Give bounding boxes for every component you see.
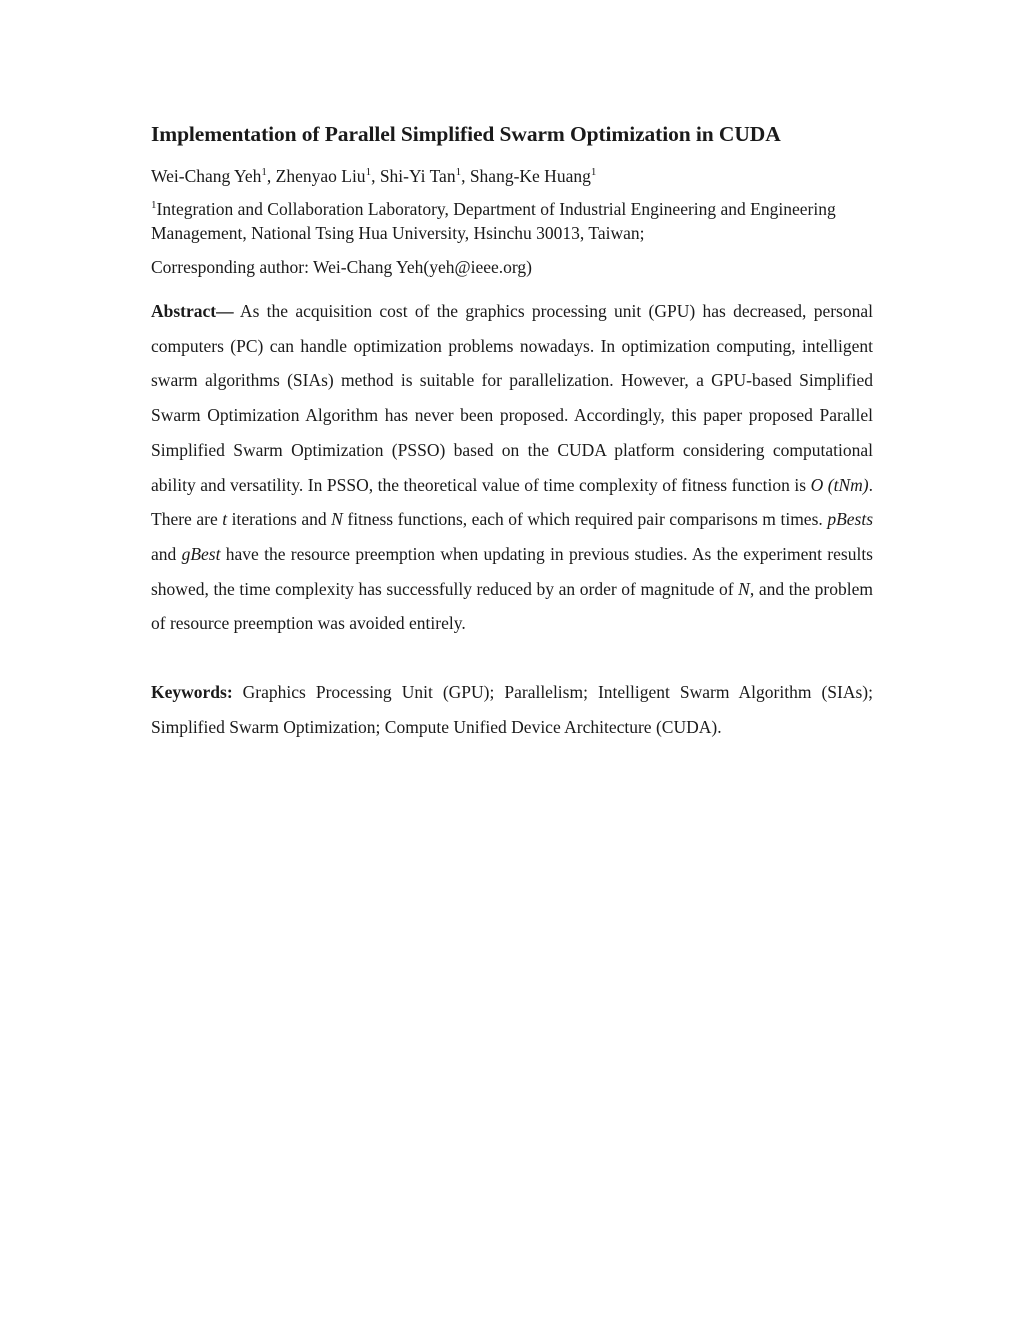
affiliation-mark: 1 — [590, 166, 597, 179]
complexity-formula: O (tNm) — [810, 474, 869, 495]
term-gbest: gBest — [181, 543, 221, 564]
author-separator: , — [371, 166, 380, 186]
author-name: Shang-Ke Huang — [469, 166, 591, 186]
abstract-text: As the acquisition cost of the graphics processing unit (GPU) has decreased, personal computers (PC) can handle optimization problems nowadays. In optimization computing, intelligent swarm algorithms (SIAs) method is suitable for parallelization. However, a GPU-based Simplified Swarm Optimization Algorithm has never been proposed. Accordingly, this paper proposed Parallel Simplified Swarm Optimization (PSSO) based on the CUDA platform considering computational ability and versatility. In PSSO, the theoretical value of time complexity of fitness function is — [151, 301, 873, 495]
variable-t: t — [222, 509, 228, 530]
keywords-label: Keywords: — [151, 682, 233, 703]
author-name: Zhenyao Liu — [275, 166, 366, 186]
abstract-text: and — [151, 543, 182, 564]
paper-page — [151, 118, 873, 744]
corresponding-author: Corresponding author: Wei-Chang Yeh(yeh@ieee.org) — [151, 257, 533, 277]
abstract-label: Abstract— — [151, 301, 234, 321]
affiliation-mark: 1 — [261, 166, 267, 179]
term-pbests: pBests — [827, 509, 874, 530]
paper-title: Implementation of Parallel Simplified Swarm Optimization in CUDA — [151, 122, 781, 146]
affiliation-mark: 1 — [455, 166, 462, 179]
author-name: Wei-Chang Yeh — [151, 166, 262, 186]
abstract-text: fitness functions, each of which required pair comparisons m times. — [342, 509, 828, 530]
keywords-text: Graphics Processing Unit (GPU); Parallelism; Intelligent Swarm Algorithm (SIAs); Simplified Swarm Optimization; Compute Unified Device Architecture (CUDA). — [151, 682, 873, 737]
author-name: Shi-Yi Tan — [379, 166, 456, 186]
author-separator: , — [266, 166, 276, 186]
affiliation-mark: 1 — [151, 199, 157, 212]
abstract-text: . There are — [151, 474, 873, 530]
keywords — [151, 675, 873, 744]
abstract-text: have the resource preemption when updating in previous studies. As the experiment results showed, the time complexity has successfully reduced by an order of magnitude of — [151, 543, 873, 599]
affiliation-mark: 1 — [365, 166, 372, 179]
author-list — [151, 164, 873, 188]
abstract-text: iterations and — [227, 509, 332, 530]
abstract — [151, 294, 873, 641]
abstract-text: , and the problem of resource preemption was avoided entirely. — [151, 578, 874, 634]
affiliation-text: Integration and Collaboration Laboratory, Department of Industrial Engineering and Engineering Management, National Tsing Hua University, Hsinchu 30013, Taiwan; — [151, 199, 836, 243]
variable-n: N — [738, 578, 750, 599]
variable-n: N — [331, 509, 343, 530]
affiliation — [151, 198, 873, 245]
author-separator: , — [461, 166, 470, 186]
